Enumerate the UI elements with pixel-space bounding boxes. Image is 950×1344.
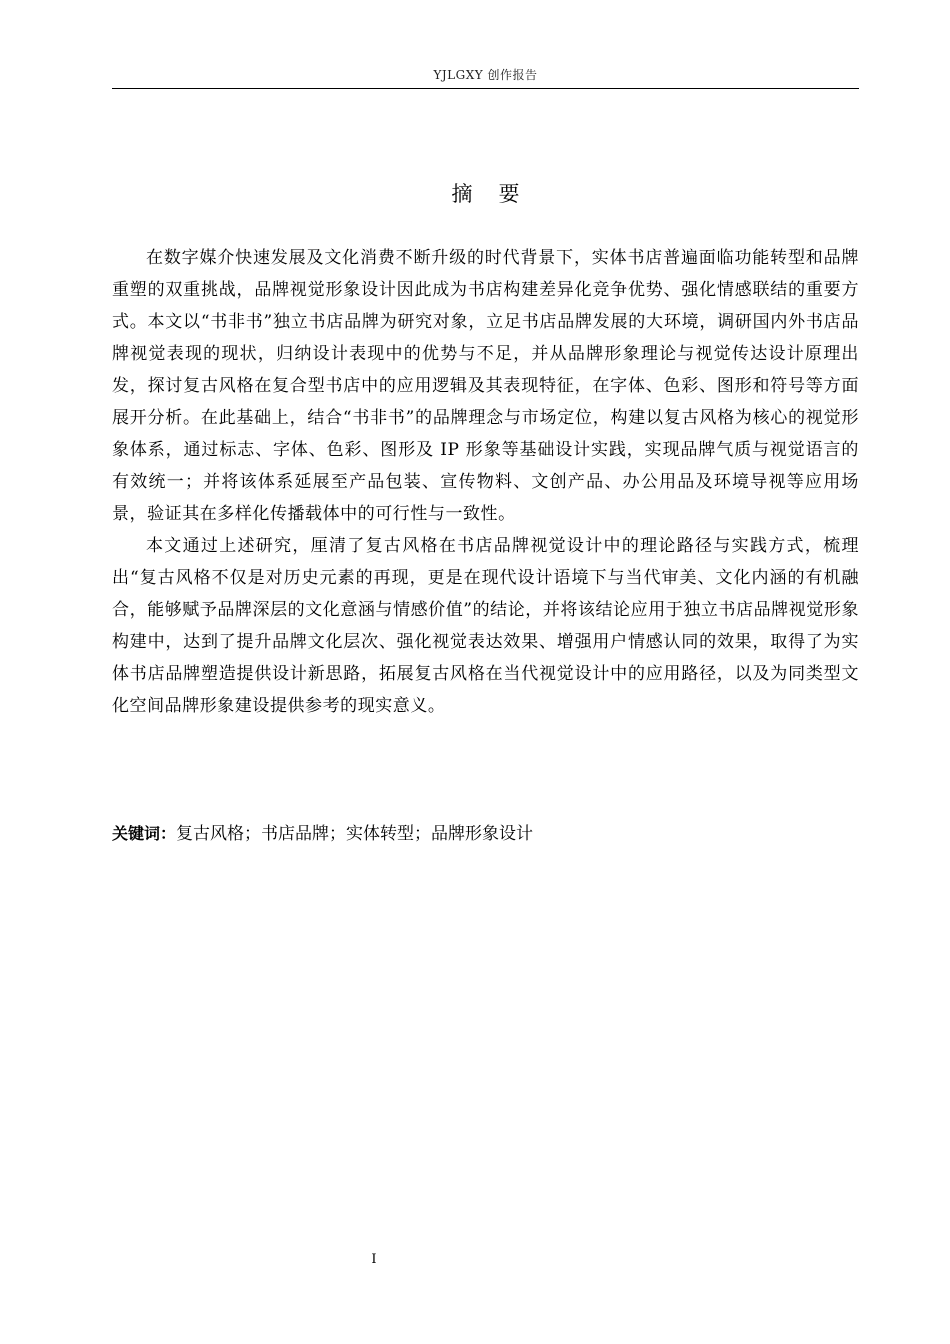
- header-text: YJLGXY 创作报告: [433, 68, 538, 82]
- abstract-body: [112, 242, 859, 722]
- page-number: I: [371, 1252, 377, 1267]
- keywords-value: 复古风格；书店品牌；实体转型；品牌形象设计: [176, 824, 534, 844]
- keywords-line: [112, 818, 859, 850]
- abstract-paragraph-2: 本文通过上述研究，厘清了复古风格在书店品牌视觉设计中的理论路径与实践方式，梳理出“复古风格不仅是对历史元素的再现，更是在现代设计语境下与当代审美、文化内涵的有机融合，能够赋予品牌深层的文化意涵与情感价值”的结论，并将该结论应用于独立书店品牌视觉形象构建中，达到了提升品牌文化层次、强化视觉表达效果、增强用户情感认同的效果，取得了为实体书店品牌塑造提供设计新思路，拓展复古风格在当代视觉设计中的应用路径，以及为同类型文化空间品牌形象建设提供参考的现实意义。: [112, 536, 859, 716]
- abstract-title: 摘要: [451, 182, 546, 206]
- page-header: [112, 64, 859, 89]
- keywords-label: 关键词：: [112, 824, 177, 843]
- abstract-paragraph-1: 在数字媒介快速发展及文化消费不断升级的时代背景下，实体书店普遍面临功能转型和品牌重塑的双重挑战，品牌视觉形象设计因此成为书店构建差异化竞争优势、强化情感联结的重要方式。本文以“书非书”独立书店品牌为研究对象，立足书店品牌发展的大环境，调研国内外书店品牌视觉表现的现状，归纳设计表现中的优势与不足，并从品牌形象理论与视觉传达设计原理出发，探讨复古风格在复合型书店中的应用逻辑及其表现特征，在字体、色彩、图形和符号等方面展开分析。在此基础上，结合“书非书”的品牌理念与市场定位，构建以复古风格为核心的视觉形象体系，通过标志、字体、色彩、图形及 IP 形象等基础设计实践，实现品牌气质与视觉语言的有效统一；并将该体系延展至产品包装、宣传物料、文创产品、办公用品及环境导视等应用场景，验证其在多样化传播载体中的可行性与一致性。: [112, 248, 859, 524]
